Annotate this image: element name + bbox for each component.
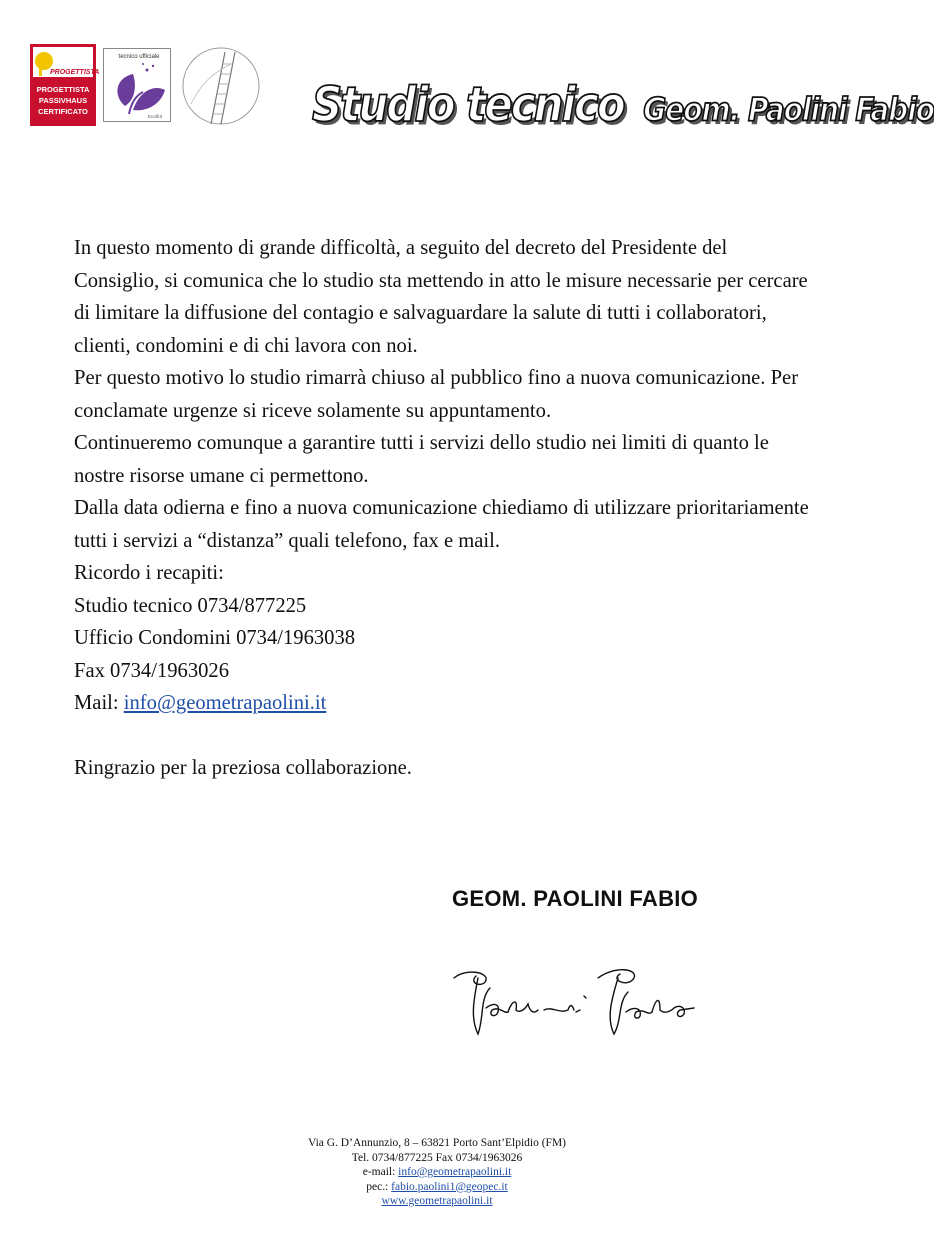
leaf-logo-caption: tecnico ufficiale (118, 54, 160, 60)
fax-number: Fax 0734/1963026 (74, 659, 230, 682)
mail-label: Mail: (74, 692, 124, 714)
passivhaus-line-1: PROGETTISTA (36, 85, 90, 94)
passivhaus-top-label: PROGETTISTA (50, 69, 100, 76)
footer-address: Via G. D’Annunzio, 8 – 63821 Porto Sant’Elpidio (FM) (307, 1137, 567, 1149)
handwritten-signature (448, 958, 708, 1044)
footer-pec-line (0, 1180, 874, 1195)
leaf-technician-logo (103, 48, 171, 122)
signer-name: GEOM. PAOLINI FABIO (452, 886, 699, 911)
condomini-phone: Ufficio Condomini 0734/1963038 (74, 627, 356, 649)
footer-email-link[interactable]: info@geometrapaolini.it (398, 1166, 512, 1178)
letter-footer (0, 1136, 874, 1209)
footer-pec-label: pec.: (366, 1180, 392, 1193)
paragraph-4: Dalla data odierna e fino a nuova comunicazione chiediamo di utilizzare prioritariamente tutti i servizi a “distanza” quali telefono, fax e mail. (74, 497, 809, 552)
footer-email-line (0, 1165, 874, 1180)
footer-email-label: e-mail: (362, 1166, 399, 1178)
passivhaus-certified-logo (30, 44, 100, 126)
studio-title (312, 76, 934, 133)
passivhaus-line-2: PASSIVHAUS (38, 96, 88, 105)
mail-link[interactable]: info@geometrapaolini.it (123, 692, 327, 714)
letter-body (74, 232, 814, 784)
spacer (74, 720, 814, 752)
studio-title-name: Geom. Paolini Fabio (643, 90, 934, 129)
leaf-logo-footer: Ecolll.it (147, 114, 163, 119)
passivhaus-line-3: CERTIFICATO (38, 107, 88, 116)
studio-title-main: Studio tecnico (312, 76, 624, 133)
paragraph-1: In questo momento di grande difficoltà, a seguito del decreto del Presidente del Consiglio, si comunica che lo studio sta mettendo in atto le misure necessarie per cercare di limitare la diffusione del contagio e salvaguardare la salute di tutti i collaboratori, clienti, condomini e di chi lavora con noi. (74, 237, 808, 357)
contacts-intro: Ricordo i recapiti: (74, 562, 224, 584)
paragraph-3: Continueremo comunque a garantire tutti i servizi dello studio nei limiti di quanto le nostre risorse umane ci permettono. (74, 432, 769, 487)
letterhead (0, 0, 934, 140)
paragraph-2: Per questo motivo lo studio rimarrà chiuso al pubblico fino a nuova comunicazione. Per conclamate urgenze si riceve solamente su appuntamento. (74, 367, 799, 422)
footer-phones: Tel. 0734/877225 Fax 0734/1963026 (351, 1151, 523, 1164)
footer-pec-link[interactable]: fabio.paolini1@geopec.it (391, 1180, 508, 1193)
studio-phone: Studio tecnico 0734/877225 (74, 594, 307, 617)
mail-line (74, 687, 814, 720)
ladder-circle-logo (181, 44, 261, 128)
closing-line: Ringrazio per la preziosa collaborazione. (74, 756, 412, 779)
footer-website-line (0, 1194, 874, 1209)
footer-website-link[interactable]: www.geometrapaolini.it (381, 1195, 493, 1207)
